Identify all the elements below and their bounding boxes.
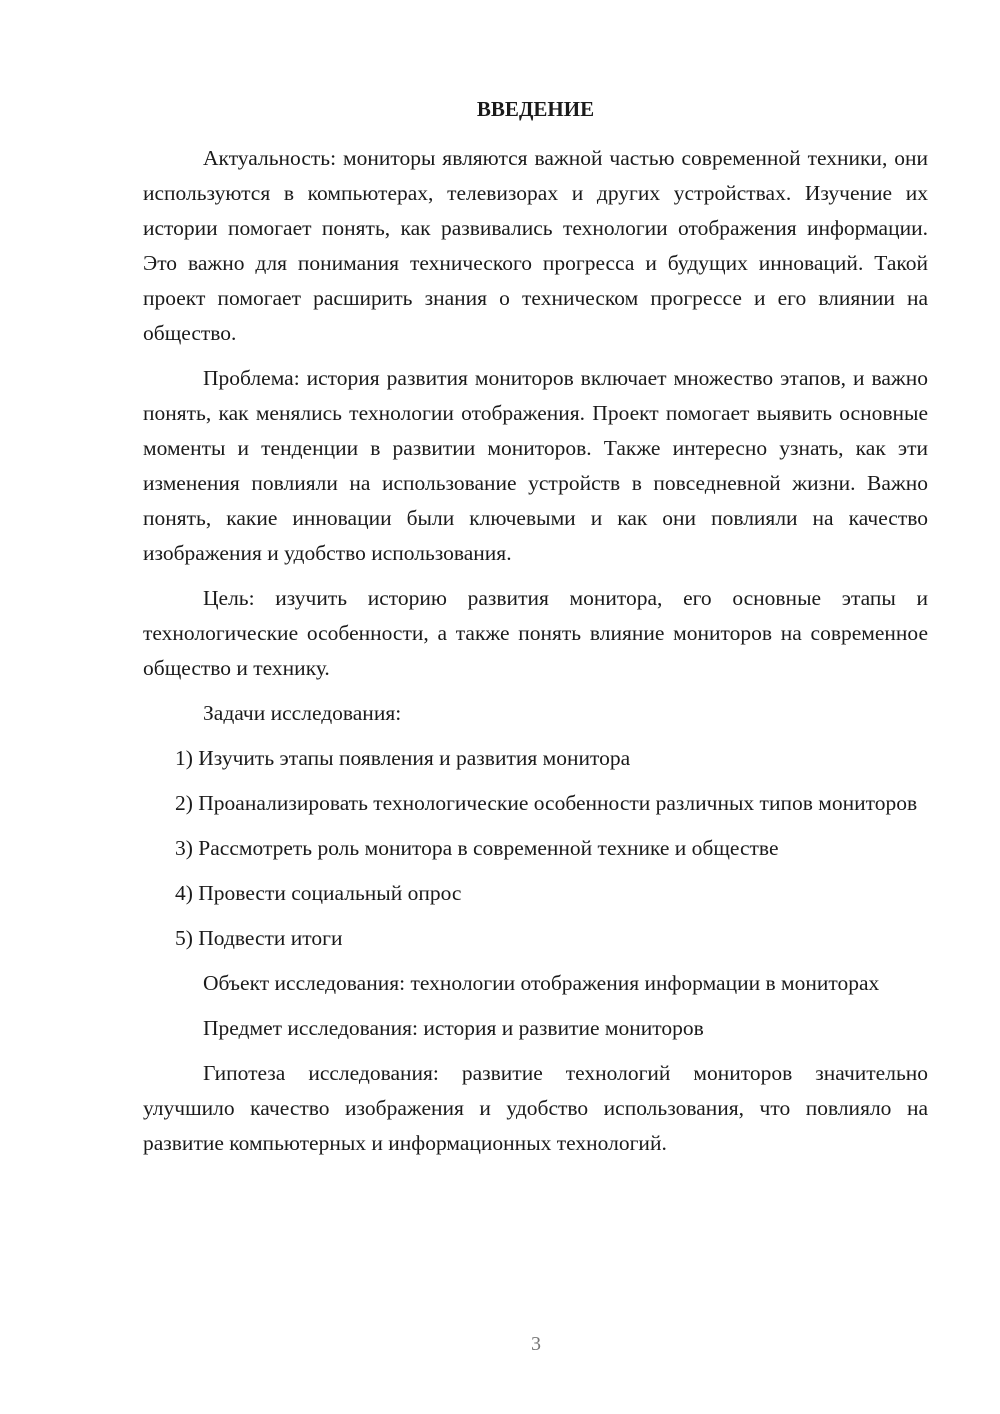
task-item: 1) Изучить этапы появления и развития монитора xyxy=(175,746,631,770)
task-item: 2) Проанализировать технологические особенности различных типов мониторов xyxy=(175,791,918,815)
paragraph-problem: Проблема: история развития мониторов включает множество этапов, и важно понять, как менялись технологии отображения. Проект помогает выявить основные моменты и тенденции в развитии мониторов. Также интересно узнать, как эти изменения повлияли на использование устройств в повседневной жизни. Важно понять, какие инновации были ключевыми и как они повлияли на качество изображения и удобство использования. xyxy=(143,366,928,565)
tasks-heading: Задачи исследования: xyxy=(203,701,402,725)
paragraph-object: Объект исследования: технологии отображения информации в мониторах xyxy=(203,971,880,995)
paragraph-goal: Цель: изучить историю развития монитора, его основные этапы и технологические особенности, а также понять влияние мониторов на современное общество и технику. xyxy=(143,586,928,680)
paragraph-hypothesis: Гипотеза исследования: развитие технологий мониторов значительно улучшило качество изображения и удобство использования, что повлияло на развитие компьютерных и информационных технологий. xyxy=(143,1061,928,1155)
section-title: ВВЕДЕНИЕ xyxy=(476,97,595,121)
page-number: 3 xyxy=(531,1333,541,1355)
task-item: 3) Рассмотреть роль монитора в современной технике и обществе xyxy=(175,836,779,860)
task-item: 5) Подвести итоги xyxy=(175,926,343,950)
task-item: 4) Провести социальный опрос xyxy=(175,881,462,905)
paragraph-subject: Предмет исследования: история и развитие мониторов xyxy=(203,1016,704,1040)
paragraph-relevance: Актуальность: мониторы являются важной частью современной техники, они используются в компьютерах, телевизорах и других устройствах. Изучение их истории помогает понять, как развивались технологии отображения информации. Это важно для понимания технического прогресса и будущих инноваций. Такой проект помогает расширить знания о техническом прогрессе и его влиянии на общество. xyxy=(143,146,928,345)
document-page xyxy=(143,92,928,1171)
